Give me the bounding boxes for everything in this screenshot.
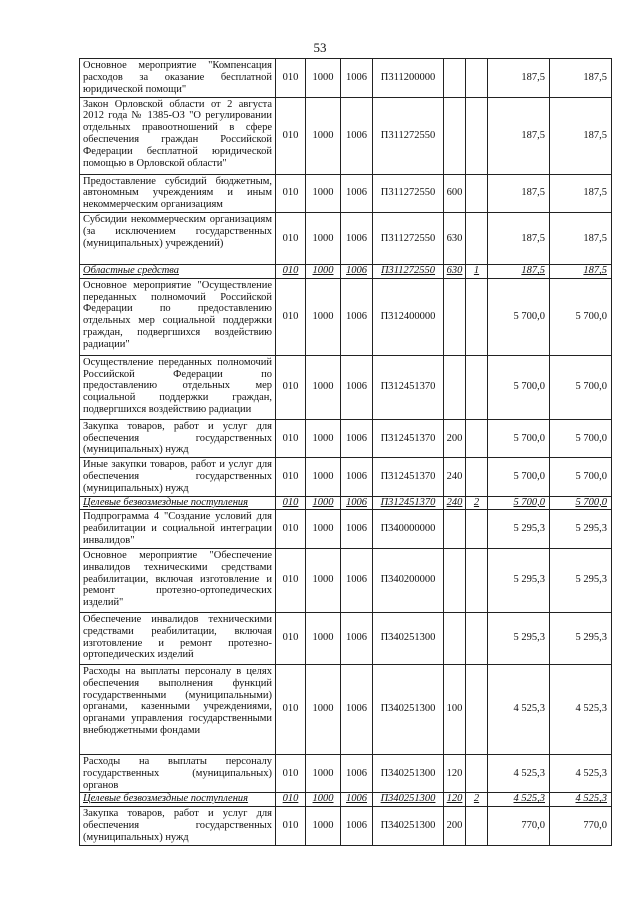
funding-source-cell — [466, 213, 488, 265]
admin-code-cell: 010 — [276, 419, 306, 458]
admin-code-cell: 010 — [276, 278, 306, 355]
section-code-cell: 1000 — [306, 510, 341, 549]
admin-code-cell: 010 — [276, 548, 306, 612]
amount-2-cell: 187,5 — [550, 213, 612, 265]
funding-source-cell — [466, 97, 488, 174]
expense-type-cell: 600 — [444, 174, 466, 213]
target-article-cell: П311272550 — [373, 174, 444, 213]
funding-source-cell — [466, 548, 488, 612]
section-code-cell: 1000 — [306, 355, 341, 419]
amount-1-cell: 770,0 — [488, 806, 550, 845]
amount-1-cell: 187,5 — [488, 265, 550, 279]
section-code-cell: 1000 — [306, 265, 341, 279]
target-article-cell: П340251300 — [373, 806, 444, 845]
funding-source-cell — [466, 754, 488, 793]
amount-1-cell: 5 700,0 — [488, 419, 550, 458]
section-code-cell: 1000 — [306, 806, 341, 845]
section-code-cell: 1000 — [306, 548, 341, 612]
amount-1-cell: 5 700,0 — [488, 496, 550, 510]
amount-1-cell: 5 700,0 — [488, 278, 550, 355]
row-name-cell: Закон Орловской области от 2 августа 2012 года № 1385-ОЗ "О регулировании отдельных правоотношений в сфере обеспечения граждан Российской Федерации бесплатной юридической помощью в Орловской области" — [80, 97, 276, 174]
funding-source-cell — [466, 458, 488, 497]
admin-code-cell: 010 — [276, 510, 306, 549]
amount-2-cell: 5 700,0 — [550, 278, 612, 355]
target-article-cell: П340251300 — [373, 612, 444, 664]
subsection-code-cell: 1006 — [341, 612, 373, 664]
admin-code-cell: 010 — [276, 612, 306, 664]
target-article-cell: П340200000 — [373, 548, 444, 612]
target-article-cell: П312451370 — [373, 496, 444, 510]
target-article-cell: П312451370 — [373, 458, 444, 497]
funding-source-cell — [466, 664, 488, 754]
expense-type-cell — [444, 612, 466, 664]
row-name-cell: Предоставление субсидий бюджетным, автономным учреждениям и иным некоммерческим организациям — [80, 174, 276, 213]
target-article-cell: П312400000 — [373, 278, 444, 355]
subsection-code-cell: 1006 — [341, 510, 373, 549]
expense-type-cell: 630 — [444, 265, 466, 279]
row-name-cell: Основное мероприятие "Компенсация расходов за оказание бесплатной юридической помощи" — [80, 59, 276, 98]
amount-1-cell: 187,5 — [488, 174, 550, 213]
row-name-cell: Целевые безвозмездные поступления — [80, 793, 276, 807]
amount-1-cell: 4 525,3 — [488, 664, 550, 754]
subsection-code-cell: 1006 — [341, 174, 373, 213]
table-row — [80, 510, 612, 549]
table-row — [80, 213, 612, 265]
budget-table — [79, 58, 612, 846]
row-name-cell: Расходы на выплаты персоналу государственных (муниципальных) органов — [80, 754, 276, 793]
table-row — [80, 278, 612, 355]
section-code-cell: 1000 — [306, 496, 341, 510]
admin-code-cell: 010 — [276, 59, 306, 98]
funding-source-cell — [466, 59, 488, 98]
expense-type-cell: 240 — [444, 496, 466, 510]
row-name-cell: Целевые безвозмездные поступления — [80, 496, 276, 510]
expense-type-cell: 100 — [444, 664, 466, 754]
amount-2-cell: 5 700,0 — [550, 419, 612, 458]
subsection-code-cell: 1006 — [341, 59, 373, 98]
funding-source-cell: 2 — [466, 496, 488, 510]
subsection-code-cell: 1006 — [341, 265, 373, 279]
expense-type-cell: 630 — [444, 213, 466, 265]
row-name-cell: Иные закупки товаров, работ и услуг для обеспечения государственных (муниципальных) нужд — [80, 458, 276, 497]
table-row — [80, 174, 612, 213]
admin-code-cell: 010 — [276, 458, 306, 497]
admin-code-cell: 010 — [276, 213, 306, 265]
expense-type-cell — [444, 355, 466, 419]
row-name-cell: Расходы на выплаты персоналу в целях обеспечения выполнения функций государственными (муниципальными) органами, казенными учреждениями, органами управления государственными внебюджетными фондами — [80, 664, 276, 754]
subsection-code-cell: 1006 — [341, 213, 373, 265]
amount-1-cell: 5 295,3 — [488, 510, 550, 549]
subsection-code-cell: 1006 — [341, 419, 373, 458]
table-row — [80, 458, 612, 497]
amount-2-cell: 187,5 — [550, 59, 612, 98]
section-code-cell: 1000 — [306, 793, 341, 807]
funding-source-cell — [466, 278, 488, 355]
admin-code-cell: 010 — [276, 355, 306, 419]
row-name-cell: Обеспечение инвалидов техническими средствами реабилитации, включая изготовление и ремонт протезно-ортопедических изделий — [80, 612, 276, 664]
funding-source-cell — [466, 612, 488, 664]
subsection-code-cell: 1006 — [341, 355, 373, 419]
amount-1-cell: 4 525,3 — [488, 793, 550, 807]
admin-code-cell: 010 — [276, 793, 306, 807]
amount-1-cell: 5 700,0 — [488, 355, 550, 419]
expense-type-cell: 200 — [444, 419, 466, 458]
admin-code-cell: 010 — [276, 97, 306, 174]
target-article-cell: П312451370 — [373, 419, 444, 458]
table-row — [80, 59, 612, 98]
table-row — [80, 97, 612, 174]
expense-type-cell — [444, 510, 466, 549]
amount-2-cell: 5 295,3 — [550, 548, 612, 612]
target-article-cell: П311272550 — [373, 97, 444, 174]
table-row — [80, 754, 612, 793]
funding-source-cell — [466, 174, 488, 213]
expense-type-cell: 120 — [444, 754, 466, 793]
section-code-cell: 1000 — [306, 59, 341, 98]
subsection-code-cell: 1006 — [341, 806, 373, 845]
section-code-cell: 1000 — [306, 97, 341, 174]
subsection-code-cell: 1006 — [341, 793, 373, 807]
target-article-cell: П312451370 — [373, 355, 444, 419]
subsection-code-cell: 1006 — [341, 496, 373, 510]
amount-2-cell: 5 700,0 — [550, 496, 612, 510]
amount-2-cell: 5 295,3 — [550, 510, 612, 549]
admin-code-cell: 010 — [276, 265, 306, 279]
row-name-cell: Осуществление переданных полномочий Российской Федерации по предоставлению отдельных мер социальной поддержки граждан, подвергшихся воздействию радиации — [80, 355, 276, 419]
amount-1-cell: 187,5 — [488, 97, 550, 174]
subsection-code-cell: 1006 — [341, 278, 373, 355]
subsection-code-cell: 1006 — [341, 754, 373, 793]
funding-source-row — [80, 496, 612, 510]
expense-type-cell: 240 — [444, 458, 466, 497]
admin-code-cell: 010 — [276, 174, 306, 213]
amount-2-cell: 187,5 — [550, 97, 612, 174]
amount-1-cell: 187,5 — [488, 213, 550, 265]
amount-1-cell: 5 700,0 — [488, 458, 550, 497]
expense-type-cell — [444, 278, 466, 355]
amount-2-cell: 5 295,3 — [550, 612, 612, 664]
target-article-cell: П311272550 — [373, 265, 444, 279]
section-code-cell: 1000 — [306, 174, 341, 213]
admin-code-cell: 010 — [276, 806, 306, 845]
target-article-cell: П340000000 — [373, 510, 444, 549]
amount-2-cell: 187,5 — [550, 174, 612, 213]
section-code-cell: 1000 — [306, 278, 341, 355]
section-code-cell: 1000 — [306, 664, 341, 754]
amount-2-cell: 4 525,3 — [550, 664, 612, 754]
table-row — [80, 664, 612, 754]
table-body — [80, 59, 612, 846]
expense-type-cell — [444, 548, 466, 612]
amount-2-cell: 770,0 — [550, 806, 612, 845]
row-name-cell: Областные средства — [80, 265, 276, 279]
target-article-cell: П311272550 — [373, 213, 444, 265]
amount-2-cell: 5 700,0 — [550, 458, 612, 497]
admin-code-cell: 010 — [276, 664, 306, 754]
amount-1-cell: 187,5 — [488, 59, 550, 98]
page-number: 53 — [313, 40, 327, 55]
section-code-cell: 1000 — [306, 458, 341, 497]
expense-type-cell: 200 — [444, 806, 466, 845]
amount-2-cell: 5 700,0 — [550, 355, 612, 419]
target-article-cell: П340251300 — [373, 754, 444, 793]
row-name-cell: Субсидии некоммерческим организациям (за исключением государственных (муниципальных) учреждений) — [80, 213, 276, 265]
subsection-code-cell: 1006 — [341, 548, 373, 612]
section-code-cell: 1000 — [306, 419, 341, 458]
funding-source-cell — [466, 355, 488, 419]
admin-code-cell: 010 — [276, 496, 306, 510]
funding-source-cell: 1 — [466, 265, 488, 279]
amount-1-cell: 5 295,3 — [488, 548, 550, 612]
subsection-code-cell: 1006 — [341, 664, 373, 754]
subsection-code-cell: 1006 — [341, 97, 373, 174]
section-code-cell: 1000 — [306, 612, 341, 664]
row-name-cell: Подпрограмма 4 "Создание условий для реабилитации и социальной интеграции инвалидов" — [80, 510, 276, 549]
funding-source-cell — [466, 806, 488, 845]
expense-type-cell — [444, 59, 466, 98]
target-article-cell: П340251300 — [373, 793, 444, 807]
amount-2-cell: 4 525,3 — [550, 793, 612, 807]
funding-source-cell: 2 — [466, 793, 488, 807]
amount-2-cell: 4 525,3 — [550, 754, 612, 793]
section-code-cell: 1000 — [306, 213, 341, 265]
subsection-code-cell: 1006 — [341, 458, 373, 497]
amount-1-cell: 4 525,3 — [488, 754, 550, 793]
amount-1-cell: 5 295,3 — [488, 612, 550, 664]
row-name-cell: Закупка товаров, работ и услуг для обеспечения государственных (муниципальных) нужд — [80, 806, 276, 845]
expense-type-cell: 120 — [444, 793, 466, 807]
section-code-cell: 1000 — [306, 754, 341, 793]
table-row — [80, 355, 612, 419]
target-article-cell: П311200000 — [373, 59, 444, 98]
funding-source-cell — [466, 510, 488, 549]
row-name-cell: Основное мероприятие "Обеспечение инвалидов техническими средствами реабилитации, включая изготовление и ремонт протезно-ортопедических изделий" — [80, 548, 276, 612]
table-row — [80, 806, 612, 845]
funding-source-row — [80, 265, 612, 279]
row-name-cell: Основное мероприятие "Осуществление переданных полномочий Российской Федерации по предоставлению отдельных мер социальной поддержки граждан, подвергшихся воздействию радиации" — [80, 278, 276, 355]
funding-source-cell — [466, 419, 488, 458]
table-row — [80, 548, 612, 612]
row-name-cell: Закупка товаров, работ и услуг для обеспечения государственных (муниципальных) нужд — [80, 419, 276, 458]
table-row — [80, 612, 612, 664]
admin-code-cell: 010 — [276, 754, 306, 793]
expense-type-cell — [444, 97, 466, 174]
funding-source-row — [80, 793, 612, 807]
table-row — [80, 419, 612, 458]
target-article-cell: П340251300 — [373, 664, 444, 754]
amount-2-cell: 187,5 — [550, 265, 612, 279]
